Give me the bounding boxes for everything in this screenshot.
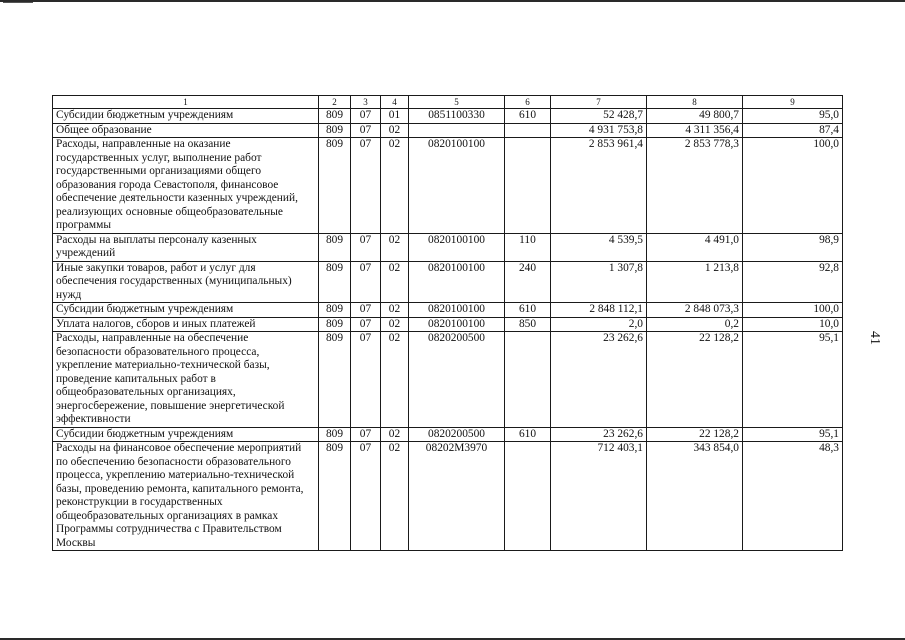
actual-amount: 2 853 778,3 — [647, 138, 743, 234]
planned-amount: 4 931 753,8 — [551, 123, 647, 138]
table-row — [53, 233, 843, 261]
execution-percent: 98,9 — [743, 233, 843, 261]
planned-amount: 712 403,1 — [551, 442, 647, 551]
table-row — [53, 427, 843, 442]
actual-amount: 22 128,2 — [647, 332, 743, 428]
planned-amount: 23 262,6 — [551, 332, 647, 428]
ministry-code: 809 — [319, 109, 351, 124]
planned-amount: 52 428,7 — [551, 109, 647, 124]
ministry-code: 809 — [319, 123, 351, 138]
target-article-code: 0820100100 — [409, 261, 505, 303]
scan-edge-mark — [3, 2, 33, 3]
table-row — [53, 123, 843, 138]
execution-percent: 10,0 — [743, 317, 843, 332]
section-code: 07 — [351, 123, 381, 138]
planned-amount: 23 262,6 — [551, 427, 647, 442]
budget-table — [52, 95, 843, 551]
execution-percent: 100,0 — [743, 138, 843, 234]
ministry-code: 809 — [319, 138, 351, 234]
execution-percent: 48,3 — [743, 442, 843, 551]
column-header: 4 — [381, 96, 409, 109]
expense-type-code: 110 — [505, 233, 551, 261]
actual-amount: 343 854,0 — [647, 442, 743, 551]
section-code: 07 — [351, 261, 381, 303]
table-row — [53, 303, 843, 318]
expense-type-code: 240 — [505, 261, 551, 303]
actual-amount: 0,2 — [647, 317, 743, 332]
actual-amount: 1 213,8 — [647, 261, 743, 303]
expense-type-code — [505, 138, 551, 234]
target-article-code: 0820200500 — [409, 427, 505, 442]
expense-type-code — [505, 442, 551, 551]
expense-name: Расходы, направленные на оказание государственных услуг, выполнение работ государственными организациями общего образования города Севастополя, финансовое обеспечение деятельности казенных учреждений, реализующих основные общеобразовательные программы — [53, 138, 319, 234]
section-code: 07 — [351, 442, 381, 551]
expense-name: Расходы на выплаты персоналу казенных учреждений — [53, 233, 319, 261]
subsection-code: 01 — [381, 109, 409, 124]
actual-amount: 2 848 073,3 — [647, 303, 743, 318]
target-article-code: 0820100100 — [409, 303, 505, 318]
table-header-row — [53, 96, 843, 109]
ministry-code: 809 — [319, 317, 351, 332]
column-header: 5 — [409, 96, 505, 109]
subsection-code: 02 — [381, 123, 409, 138]
target-article-code: 0820100100 — [409, 233, 505, 261]
expense-name: Субсидии бюджетным учреждениям — [53, 303, 319, 318]
expense-type-code: 610 — [505, 303, 551, 318]
expense-name: Расходы на финансовое обеспечение мероприятий по обеспечению безопасности образовательного процесса, укреплению материально-технической базы, проведению ремонта, капитального ремонта, реконструкции в государственных общеобразовательных организациях в рамках Программы сотрудничества с Правительством Москвы — [53, 442, 319, 551]
target-article-code: 0820100100 — [409, 317, 505, 332]
execution-percent: 95,1 — [743, 332, 843, 428]
expense-name: Субсидии бюджетным учреждениям — [53, 109, 319, 124]
actual-amount: 22 128,2 — [647, 427, 743, 442]
expense-type-code: 850 — [505, 317, 551, 332]
subsection-code: 02 — [381, 261, 409, 303]
table-row — [53, 317, 843, 332]
expense-type-code: 610 — [505, 427, 551, 442]
actual-amount: 49 800,7 — [647, 109, 743, 124]
section-code: 07 — [351, 317, 381, 332]
target-article-code: 0820200500 — [409, 332, 505, 428]
column-header: 6 — [505, 96, 551, 109]
section-code: 07 — [351, 332, 381, 428]
ministry-code: 809 — [319, 442, 351, 551]
scan-edge-top — [0, 0, 905, 2]
section-code: 07 — [351, 109, 381, 124]
section-code: 07 — [351, 303, 381, 318]
subsection-code: 02 — [381, 442, 409, 551]
target-article-code: 08202М3970 — [409, 442, 505, 551]
actual-amount: 4 491,0 — [647, 233, 743, 261]
execution-percent: 100,0 — [743, 303, 843, 318]
execution-percent: 95,1 — [743, 427, 843, 442]
subsection-code: 02 — [381, 427, 409, 442]
table-row — [53, 138, 843, 234]
planned-amount: 4 539,5 — [551, 233, 647, 261]
target-article-code — [409, 123, 505, 138]
column-header: 8 — [647, 96, 743, 109]
expense-type-code: 610 — [505, 109, 551, 124]
target-article-code: 0851100330 — [409, 109, 505, 124]
ministry-code: 809 — [319, 233, 351, 261]
subsection-code: 02 — [381, 233, 409, 261]
column-header: 9 — [743, 96, 843, 109]
execution-percent: 95,0 — [743, 109, 843, 124]
column-header: 1 — [53, 96, 319, 109]
target-article-code: 0820100100 — [409, 138, 505, 234]
table-row — [53, 332, 843, 428]
ministry-code: 809 — [319, 332, 351, 428]
subsection-code: 02 — [381, 303, 409, 318]
section-code: 07 — [351, 427, 381, 442]
table-row — [53, 109, 843, 124]
ministry-code: 809 — [319, 261, 351, 303]
table-row — [53, 442, 843, 551]
section-code: 07 — [351, 138, 381, 234]
subsection-code: 02 — [381, 317, 409, 332]
planned-amount: 2 848 112,1 — [551, 303, 647, 318]
execution-percent: 87,4 — [743, 123, 843, 138]
column-header: 7 — [551, 96, 647, 109]
table-row — [53, 261, 843, 303]
planned-amount: 1 307,8 — [551, 261, 647, 303]
actual-amount: 4 311 356,4 — [647, 123, 743, 138]
execution-percent: 92,8 — [743, 261, 843, 303]
column-header: 3 — [351, 96, 381, 109]
column-header: 2 — [319, 96, 351, 109]
expense-name: Расходы, направленные на обеспечение безопасности образовательного процесса, укрепление материально-технической базы, проведение капитальных работ в общеобразовательных организациях, энергосбережение, повышение энергетической эффективности — [53, 332, 319, 428]
expense-name: Общее образование — [53, 123, 319, 138]
ministry-code: 809 — [319, 303, 351, 318]
planned-amount: 2 853 961,4 — [551, 138, 647, 234]
ministry-code: 809 — [319, 427, 351, 442]
page-number: 41 — [867, 331, 882, 345]
section-code: 07 — [351, 233, 381, 261]
expense-name: Субсидии бюджетным учреждениям — [53, 427, 319, 442]
subsection-code: 02 — [381, 332, 409, 428]
expense-name: Иные закупки товаров, работ и услуг для обеспечения государственных (муниципальных) нужд — [53, 261, 319, 303]
expense-type-code — [505, 332, 551, 428]
expense-name: Уплата налогов, сборов и иных платежей — [53, 317, 319, 332]
planned-amount: 2,0 — [551, 317, 647, 332]
subsection-code: 02 — [381, 138, 409, 234]
expense-type-code — [505, 123, 551, 138]
